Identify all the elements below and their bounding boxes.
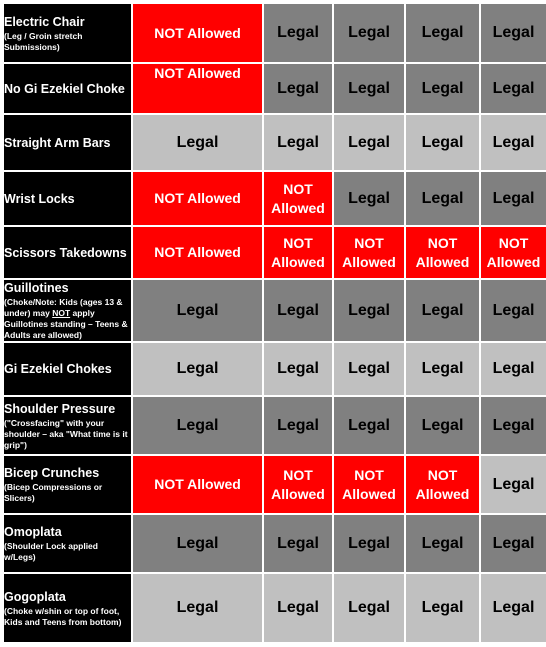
technique-cell <box>3 514 132 573</box>
technique-cell <box>3 396 132 455</box>
table-row <box>3 114 546 171</box>
rule-cell: Legal <box>480 279 546 342</box>
technique-cell <box>3 3 132 63</box>
rule-cell: Legal <box>333 514 405 573</box>
technique-note: (Shoulder Lock applied w/Legs) <box>4 541 98 562</box>
technique-note: (Choke/Note: Kids (ages 13 & under) may NOT apply Guillotines standing – Teens & Adults are allowed) <box>4 297 128 340</box>
rule-cell: Legal <box>132 342 263 396</box>
table-row <box>3 171 546 226</box>
rule-cell: Legal <box>132 396 263 455</box>
rule-cell: Legal <box>333 342 405 396</box>
submission-rules-table <box>2 2 546 644</box>
rule-cell: Legal <box>480 514 546 573</box>
technique-name: Gi Ezekiel Chokes <box>4 362 112 376</box>
rule-cell: Legal <box>263 396 333 455</box>
table-row <box>3 573 546 643</box>
not-allowed-line2: Allowed <box>486 253 541 270</box>
rule-cell: Legal <box>333 279 405 342</box>
rule-cell <box>263 455 333 514</box>
technique-cell <box>3 573 132 643</box>
not-allowed-line2: Allowed <box>342 253 396 270</box>
rule-cell: Legal <box>333 3 405 63</box>
table-row <box>3 455 546 514</box>
not-allowed-line2: Allowed <box>271 199 325 216</box>
table-row <box>3 226 546 279</box>
technique-name: Straight Arm Bars <box>4 135 111 150</box>
rule-cell <box>405 226 480 279</box>
technique-name: Scissors Takedowns <box>4 245 127 260</box>
technique-name: Guillotines <box>4 281 69 295</box>
rule-cell: Legal <box>132 514 263 573</box>
technique-note: (Choke w/shin or top of foot, Kids and Teens from bottom) <box>4 605 122 627</box>
rule-cell: Legal <box>480 114 546 171</box>
rule-cell: Legal <box>132 114 263 171</box>
technique-name: Electric Chair <box>4 14 85 29</box>
rule-cell <box>480 226 546 279</box>
rule-cell: NOT Allowed <box>132 3 263 63</box>
technique-cell <box>3 171 132 226</box>
rule-cell: NOT Allowed <box>132 171 263 226</box>
rule-cell: Legal <box>405 342 480 396</box>
rule-cell: Legal <box>480 573 546 643</box>
table-row <box>3 342 546 396</box>
rule-cell: Legal <box>405 63 480 114</box>
technique-name: Gogoplata <box>4 589 66 604</box>
technique-note: (Leg / Groin stretch Submissions) <box>4 30 83 52</box>
rule-cell: Legal <box>263 573 333 643</box>
rule-cell: Legal <box>405 514 480 573</box>
rule-cell: Legal <box>263 63 333 114</box>
technique-cell <box>3 455 132 514</box>
rule-cell: Legal <box>405 114 480 171</box>
technique-note: (Bicep Compressions or Slicers) <box>4 482 103 503</box>
technique-note: ("Crossfacing" with your shoulder – aka "What time is it grip") <box>4 417 128 450</box>
technique-cell <box>3 226 132 279</box>
not-allowed-line1: NOT <box>427 466 458 483</box>
technique-cell <box>3 63 132 114</box>
not-allowed-line1: NOT <box>427 234 458 251</box>
not-allowed-line1: NOT <box>283 466 313 483</box>
not-allowed-line2: Allowed <box>342 485 396 502</box>
rule-cell: Legal <box>263 279 333 342</box>
table-row <box>3 3 546 63</box>
rule-cell: NOT Allowed <box>132 63 263 114</box>
rule-cell: Legal <box>263 514 333 573</box>
not-allowed-line1: NOT <box>283 180 313 197</box>
technique-cell <box>3 342 132 396</box>
rule-cell: Legal <box>333 63 405 114</box>
rule-cell: Legal <box>263 114 333 171</box>
rule-cell: Legal <box>263 342 333 396</box>
table-row <box>3 396 546 455</box>
not-allowed-line2: Allowed <box>271 485 325 502</box>
rule-cell: Legal <box>480 63 546 114</box>
rule-cell: Legal <box>480 3 546 63</box>
rule-cell: Legal <box>480 455 546 514</box>
not-allowed-line1: NOT <box>283 234 313 251</box>
table-row <box>3 514 546 573</box>
rule-cell <box>263 171 333 226</box>
rule-cell: Legal <box>480 396 546 455</box>
not-allowed-line1: NOT <box>354 466 384 483</box>
rule-cell <box>263 226 333 279</box>
rule-cell: Legal <box>333 573 405 643</box>
technique-cell <box>3 114 132 171</box>
table-row <box>3 63 546 114</box>
not-allowed-line2: Allowed <box>415 485 470 502</box>
rule-cell: Legal <box>405 171 480 226</box>
rule-cell: Legal <box>405 279 480 342</box>
rule-cell: Legal <box>405 3 480 63</box>
rule-cell: Legal <box>333 396 405 455</box>
technique-name: Shoulder Pressure <box>4 401 116 416</box>
rule-cell: Legal <box>263 3 333 63</box>
not-allowed-line1: NOT <box>498 234 529 251</box>
rule-cell <box>333 455 405 514</box>
rule-cell <box>333 226 405 279</box>
rule-cell: Legal <box>132 573 263 643</box>
rule-cell: Legal <box>405 573 480 643</box>
rule-cell: Legal <box>132 279 263 342</box>
rule-cell: Legal <box>480 171 546 226</box>
rule-cell: Legal <box>333 114 405 171</box>
not-allowed-line2: Allowed <box>415 253 470 270</box>
technique-name: No Gi Ezekiel Choke <box>4 81 125 96</box>
rule-cell: Legal <box>333 171 405 226</box>
rule-cell: Legal <box>480 342 546 396</box>
rule-cell <box>405 455 480 514</box>
not-allowed-line1: NOT <box>354 234 384 251</box>
rule-cell: NOT Allowed <box>132 455 263 514</box>
technique-name: Bicep Crunches <box>4 466 100 480</box>
rule-cell: Legal <box>405 396 480 455</box>
table-row <box>3 279 546 342</box>
not-allowed-line2: Allowed <box>271 253 325 270</box>
technique-name: Omoplata <box>4 525 62 539</box>
technique-cell <box>3 279 132 342</box>
technique-name: Wrist Locks <box>4 191 75 206</box>
rule-cell: NOT Allowed <box>132 226 263 279</box>
